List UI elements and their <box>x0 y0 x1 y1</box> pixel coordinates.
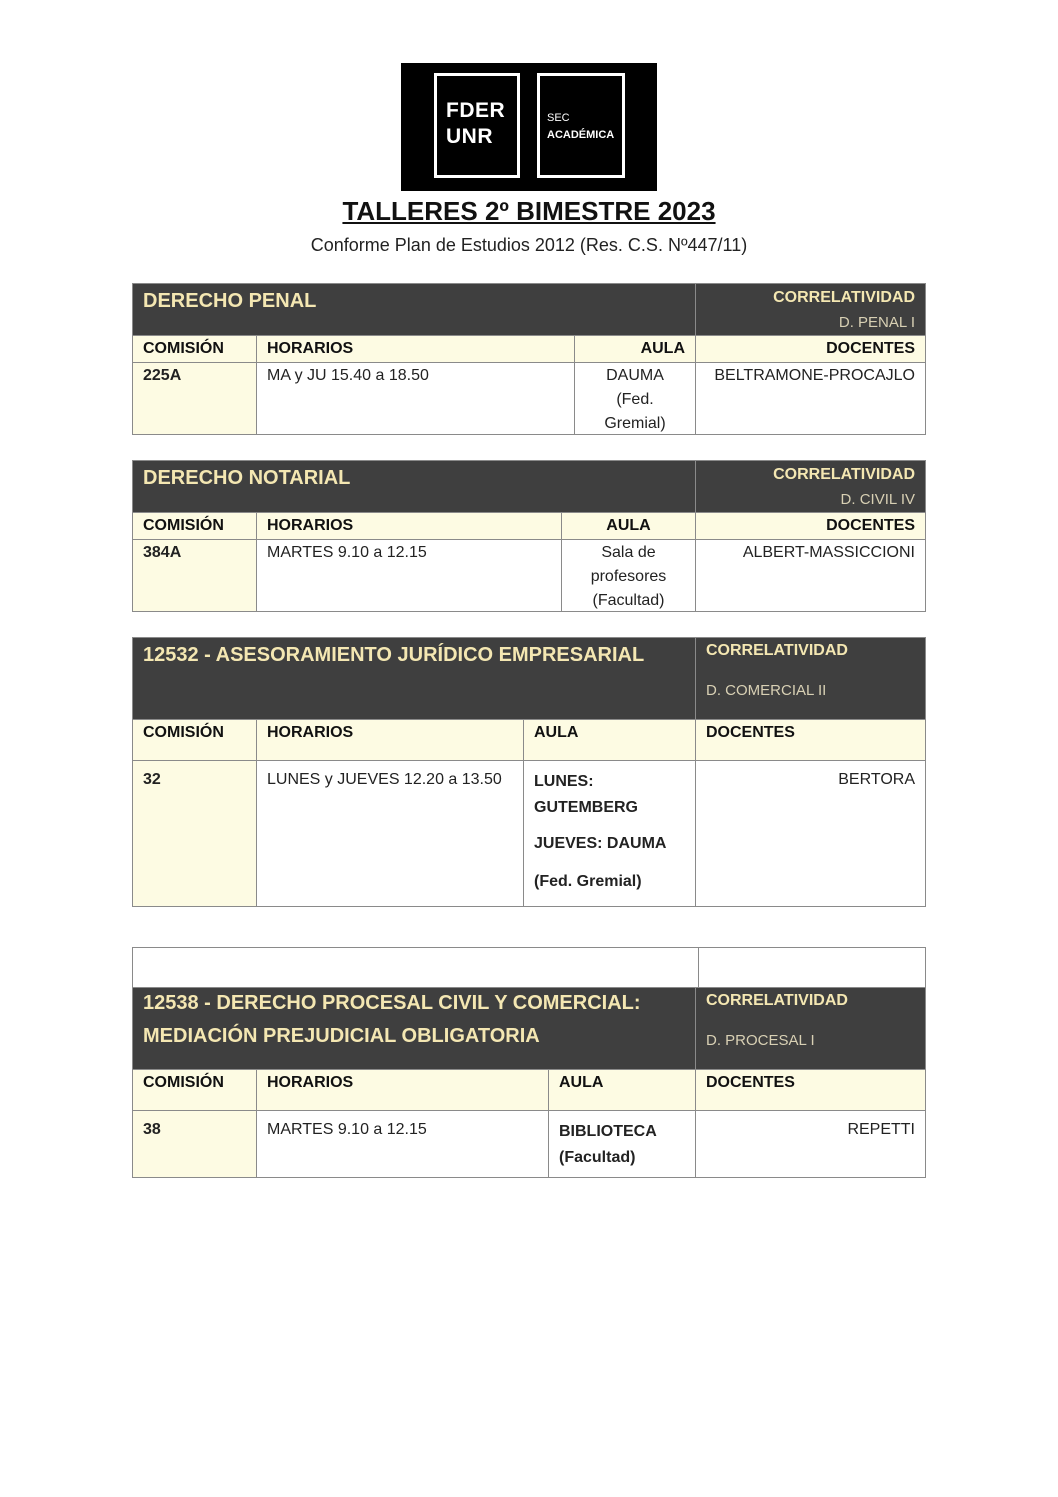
cell-horarios: MARTES 9.10 a 12.15 <box>256 1111 548 1177</box>
column-header-row <box>133 335 925 362</box>
table-derecho-penal <box>132 283 926 435</box>
table-asesoramiento-juridico <box>132 637 926 907</box>
correlatividad-cell <box>695 638 925 719</box>
aula-line: (Facultad) <box>592 592 665 609</box>
aula-line: GUTEMBERG <box>534 799 638 816</box>
aula-line: JUEVES: DAUMA <box>534 835 667 852</box>
aula-line: (Facultad) <box>559 1149 636 1166</box>
col-comision: COMISIÓN <box>143 517 224 534</box>
correlatividad-cell <box>695 284 925 335</box>
correlatividad-value: D. CIVIL IV <box>840 491 915 508</box>
col-aula: AULA <box>548 1070 695 1110</box>
correlatividad-label: CORRELATIVIDAD <box>706 642 848 659</box>
col-docentes: DOCENTES <box>695 336 925 362</box>
col-horarios: HORARIOS <box>256 1070 548 1110</box>
page-title: TALLERES 2º BIMESTRE 2023 <box>342 196 716 226</box>
table-header <box>133 461 925 512</box>
correlatividad-value: D. PROCESAL I <box>706 1032 815 1049</box>
correlatividad-value: D. PENAL I <box>838 314 915 331</box>
col-aula: AULA <box>561 513 695 539</box>
aula-line: profesores <box>590 568 667 585</box>
column-header-row <box>133 1069 925 1110</box>
correlatividad-cell <box>695 461 925 512</box>
correlatividad-cell <box>695 988 925 1069</box>
logo-sec-box <box>537 73 625 178</box>
col-comision: COMISIÓN <box>143 1074 224 1091</box>
correlatividad-label: CORRELATIVIDAD <box>773 466 915 483</box>
correlatividad-label: CORRELATIVIDAD <box>706 992 848 1009</box>
logo-line2: UNR <box>446 125 493 148</box>
column-header-row <box>133 512 925 539</box>
course-name-line2: MEDIACIÓN PREJUDICIAL OBLIGATORIA <box>143 1025 540 1047</box>
empty-row-divider <box>698 948 699 987</box>
cell-comision: 32 <box>133 761 256 906</box>
aula-line: LUNES: <box>534 773 594 790</box>
cell-aula <box>574 363 695 434</box>
cell-horarios: MA y JU 15.40 a 18.50 <box>256 363 574 434</box>
col-horarios: HORARIOS <box>256 513 561 539</box>
table-row <box>133 362 925 434</box>
aula-line: DAUMA <box>606 367 664 384</box>
table-header <box>133 638 925 719</box>
empty-table-row <box>132 947 926 988</box>
logo-academica: ACADÉMICA <box>547 129 615 141</box>
cell-comision: 38 <box>133 1111 256 1177</box>
col-horarios: HORARIOS <box>256 720 523 760</box>
aula-line: Gremial) <box>604 415 666 432</box>
table-row <box>133 1110 925 1177</box>
course-name: DERECHO PENAL <box>143 290 317 312</box>
cell-aula <box>523 761 695 906</box>
page-subtitle: Conforme Plan de Estudios 2012 (Res. C.S. Nº447/11) <box>310 235 748 255</box>
cell-docentes: REPETTI <box>695 1111 925 1177</box>
cell-docentes: BELTRAMONE-PROCAJLO <box>695 363 925 434</box>
aula-line: Sala de <box>601 544 656 561</box>
cell-horarios: MARTES 9.10 a 12.15 <box>256 540 561 611</box>
cell-docentes: BERTORA <box>695 761 925 906</box>
cell-horarios: LUNES y JUEVES 12.20 a 13.50 <box>256 761 523 906</box>
aula-line: BIBLIOTECA <box>559 1123 657 1140</box>
course-name: DERECHO NOTARIAL <box>143 467 351 489</box>
table-derecho-notarial <box>132 460 926 612</box>
col-aula: AULA <box>574 336 695 362</box>
col-docentes: DOCENTES <box>695 720 925 760</box>
aula-line: (Fed. Gremial) <box>534 873 642 890</box>
table-row <box>133 539 925 611</box>
cell-aula <box>548 1111 695 1177</box>
col-horarios: HORARIOS <box>256 336 574 362</box>
col-docentes: DOCENTES <box>695 513 925 539</box>
cell-docentes: ALBERT-MASSICCIONI <box>695 540 925 611</box>
logo-sec: SEC <box>547 112 570 124</box>
fder-unr-logo <box>401 63 657 191</box>
correlatividad-label: CORRELATIVIDAD <box>773 289 915 306</box>
course-name-line1: 12538 - DERECHO PROCESAL CIVIL Y COMERCIAL: <box>143 992 641 1014</box>
cell-comision: 384A <box>133 540 256 611</box>
table-header <box>133 988 925 1069</box>
aula-line: (Fed. <box>616 391 654 408</box>
table-header <box>133 284 925 335</box>
table-derecho-procesal <box>132 987 926 1178</box>
logo-fder-box <box>434 73 520 178</box>
col-comision: COMISIÓN <box>143 724 224 741</box>
cell-comision: 225A <box>133 363 256 434</box>
col-comision: COMISIÓN <box>143 340 224 357</box>
col-docentes: DOCENTES <box>695 1070 925 1110</box>
course-name: 12532 - ASESORAMIENTO JURÍDICO EMPRESARIAL <box>143 644 645 666</box>
table-row <box>133 760 925 906</box>
column-header-row <box>133 719 925 760</box>
cell-aula <box>561 540 695 611</box>
logo-line1: FDER <box>446 99 506 122</box>
col-aula: AULA <box>523 720 695 760</box>
correlatividad-value: D. COMERCIAL II <box>706 682 827 699</box>
